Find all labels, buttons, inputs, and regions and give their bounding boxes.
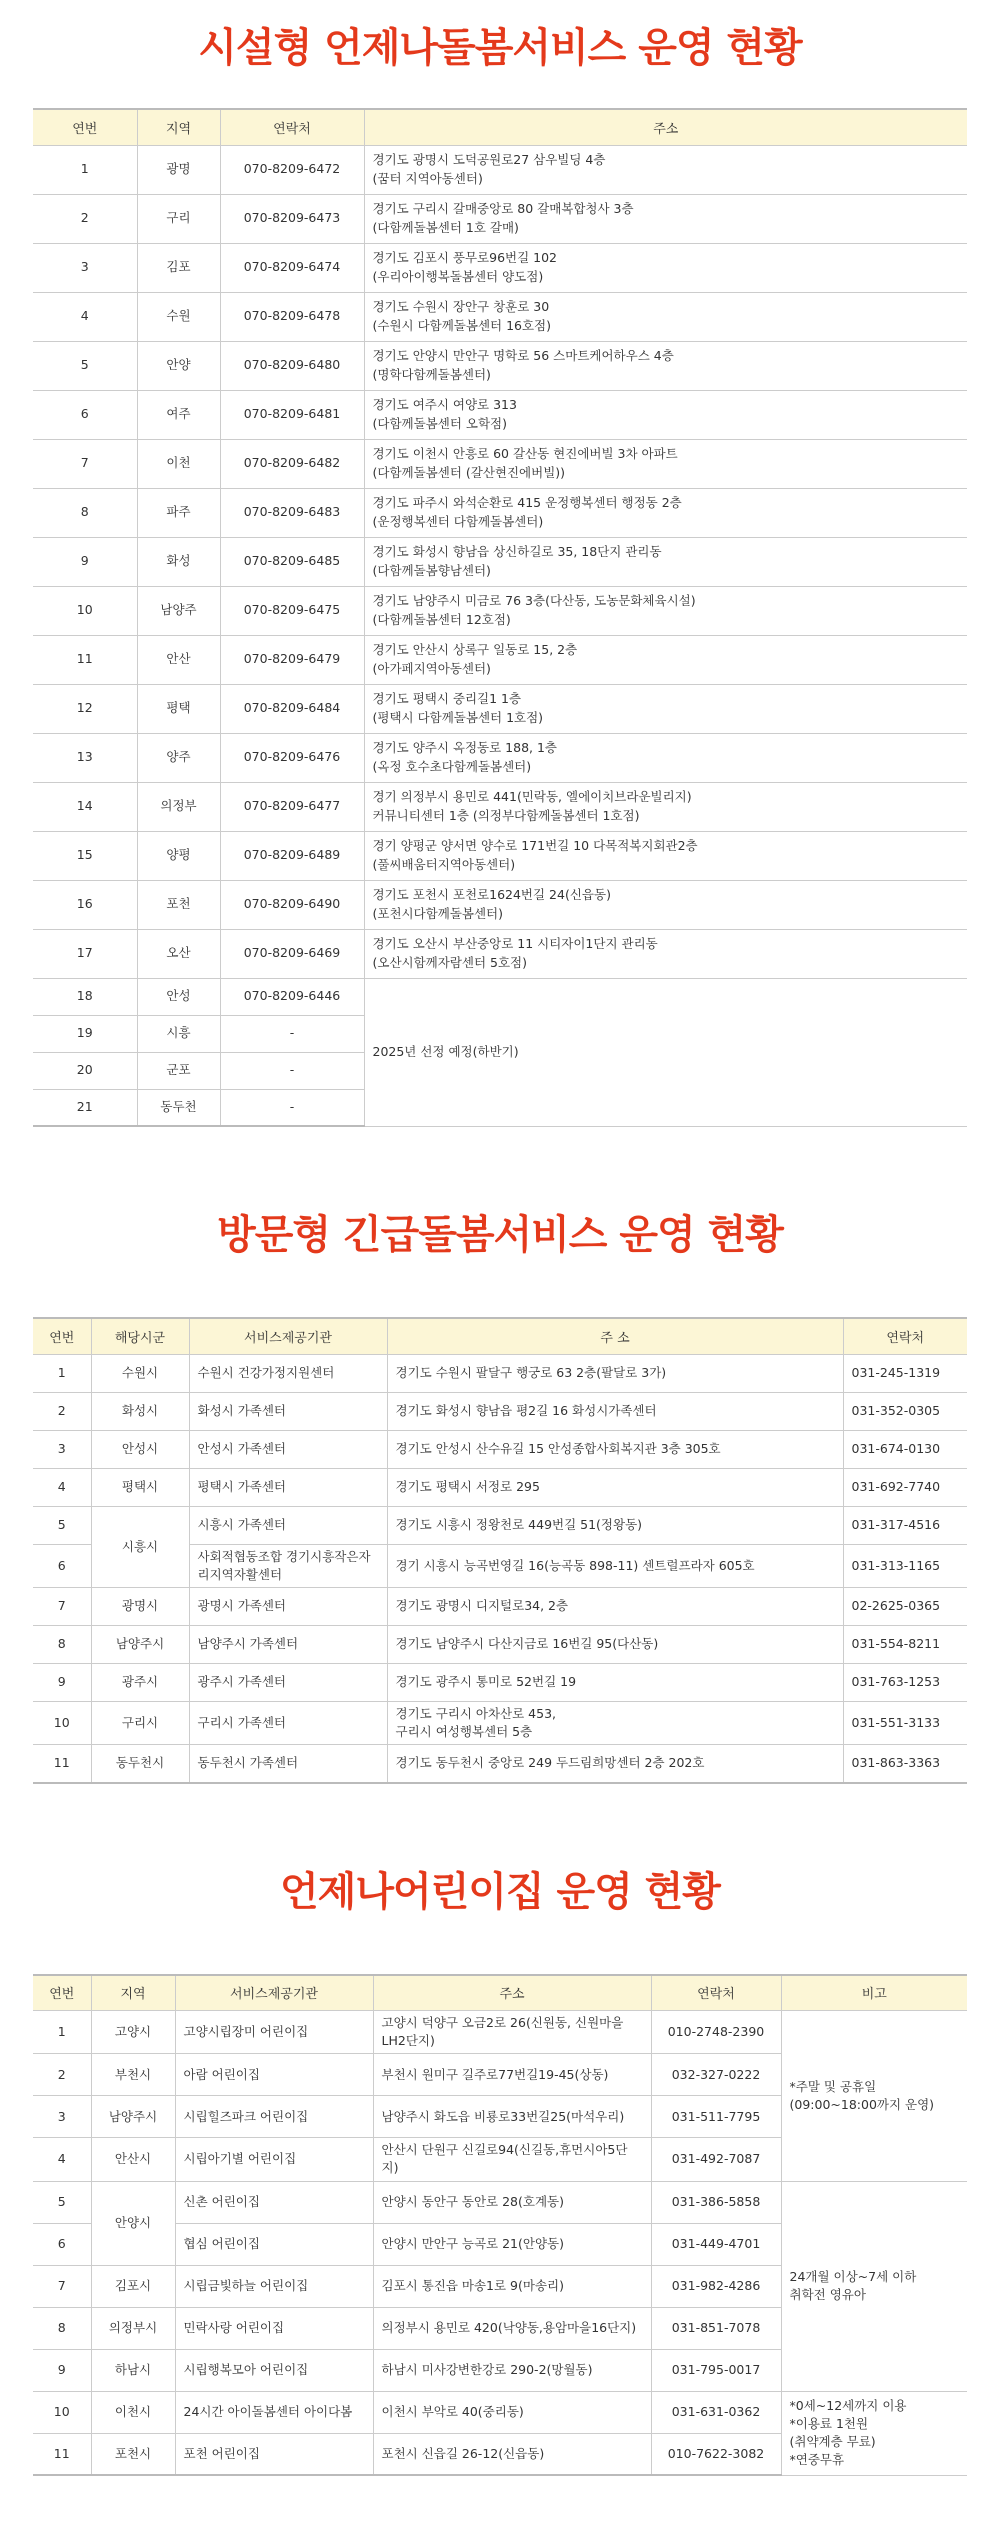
region-cell: 안양 [137,341,220,390]
row-number: 6 [33,2223,91,2265]
header-address: 주 소 [387,1318,843,1354]
header-no: 연번 [33,1318,91,1354]
address-cell [364,488,967,537]
phone-cell: 031-317-4516 [843,1506,967,1544]
address-cell: 경기도 평택시 서정로 295 [387,1468,843,1506]
section2-title: 방문형 긴급돌봄서비스 운영 현황 [217,1212,783,1258]
header-no: 연번 [33,109,137,145]
org-cell: 사회적협동조합 경기시흥작은자리지역자활센터 [189,1544,387,1587]
table-row [33,831,967,880]
table-header-row [33,1975,967,2011]
table-row [33,1587,967,1625]
region-cell: 평택 [137,684,220,733]
address-cell [364,439,967,488]
facility-table [33,108,967,1127]
address-cell [364,145,967,194]
row-number: 2 [33,2054,91,2096]
row-number: 5 [33,2181,91,2223]
phone-cell: 031-352-0305 [843,1392,967,1430]
address-cell [364,586,967,635]
phone-cell: 032-327-0222 [651,2054,781,2096]
row-number: 18 [33,978,137,1015]
table-row [33,439,967,488]
address-sub-line: (다함께돌봄센터 1호 갈매) [372,219,519,235]
table-row [33,292,967,341]
header-region: 지역 [91,1975,175,2011]
table-row [33,978,967,1015]
row-number: 6 [33,390,137,439]
address-cell [364,194,967,243]
phone-cell: 031-982-4286 [651,2265,781,2307]
row-number: 19 [33,1015,137,1052]
address-cell: 경기도 동두천시 중앙로 249 두드림희망센터 2층 202호 [387,1745,843,1783]
address-line: 경기도 양주시 옥정동로 188, 1층 [372,740,558,756]
phone-cell: 031-245-1319 [843,1354,967,1392]
header-phone: 연락처 [220,109,364,145]
address-line: 경기도 이천시 안흥로 60 갈산동 현진에버빌 3차 아파트 [372,446,678,462]
daycare-table [33,1974,967,2477]
row-number: 16 [33,880,137,929]
region-cell: 남양주 [137,586,220,635]
org-cell: 광명시 가족센터 [189,1587,387,1625]
address-sub-line: (오산시함께자람센터 5호점) [372,954,528,970]
row-number: 3 [33,2096,91,2138]
address-sub-line: (다함께돌봄향남센터) [372,562,491,578]
region-cell: 군포 [137,1052,220,1089]
table-row [33,2391,967,2433]
region-cell: 화성 [137,537,220,586]
address-cell: 안양시 만안구 능곡로 21(안양동) [373,2223,651,2265]
table-row [33,2181,967,2223]
phone-cell: 031-692-7740 [843,1468,967,1506]
table-row [33,1430,967,1468]
address-line: 경기도 광명시 도덕공원로27 삼우빌딩 4층 [372,152,606,168]
address-cell: 남양주시 화도읍 비룡로33번길25(마석우리) [373,2096,651,2138]
address-line: 경기도 오산시 부산중앙로 11 시티자이1단지 관리동 [372,936,658,952]
phone-cell: - [220,1052,364,1089]
address-cell [364,243,967,292]
address-cell [364,684,967,733]
phone-cell: 031-511-7795 [651,2096,781,2138]
address-line: 경기도 구리시 갈매중앙로 80 갈매복합청사 3층 [372,201,634,217]
phone-cell: 070-8209-6469 [220,929,364,978]
section-daycare [33,1784,967,2477]
phone-cell: 02-2625-0365 [843,1587,967,1625]
address-cell: 경기 시흥시 능곡번영길 16(능곡동 898-11) 센트럴프라자 605호 [387,1544,843,1587]
address-line: 경기도 화성시 향남읍 상신하길로 35, 18단지 관리동 [372,544,662,560]
table-row [33,2011,967,2054]
header-address: 주소 [364,109,967,145]
row-number: 4 [33,1468,91,1506]
region-cell: 구리 [137,194,220,243]
phone-cell: 031-851-7078 [651,2307,781,2349]
org-cell: 고양시립장미 어린이집 [175,2011,373,2054]
org-cell: 동두천시 가족센터 [189,1745,387,1783]
phone-cell: 031-674-0130 [843,1430,967,1468]
region-cell: 하남시 [91,2349,175,2391]
address-cell: 경기도 광주시 통미로 52번길 19 [387,1663,843,1701]
address-line: 경기도 포천시 포천로1624번길 24(신읍동) [372,887,611,903]
row-number: 8 [33,1625,91,1663]
row-number: 4 [33,292,137,341]
org-cell: 구리시 가족센터 [189,1701,387,1744]
row-number: 2 [33,1392,91,1430]
table-row [33,145,967,194]
row-number: 8 [33,2307,91,2349]
org-cell: 남양주시 가족센터 [189,1625,387,1663]
address-sub-line: (명학다함께돌봄센터) [372,366,491,382]
region-cell: 양주 [137,733,220,782]
city-cell: 화성시 [91,1392,189,1430]
address-cell: 경기도 구리시 아차산로 453, 구리시 여성행복센터 5층 [387,1701,843,1744]
city-cell: 광명시 [91,1587,189,1625]
row-number: 20 [33,1052,137,1089]
city-cell: 평택시 [91,1468,189,1506]
row-number: 9 [33,2349,91,2391]
org-cell: 포천 어린이집 [175,2433,373,2475]
row-number: 8 [33,488,137,537]
address-cell: 경기도 시흥시 정왕천로 449번길 51(정왕동) [387,1506,843,1544]
city-cell: 시흥시 [91,1506,189,1587]
section-facility [33,0,967,1127]
address-sub-line: (포천시다함께돌봄센터) [372,905,504,921]
city-cell: 안성시 [91,1430,189,1468]
address-sub-line: (우리아이행복돌봄센터 양도점) [372,268,544,284]
table-row [33,341,967,390]
phone-cell: 070-8209-6489 [220,831,364,880]
phone-cell: 070-8209-6477 [220,782,364,831]
row-number: 10 [33,586,137,635]
phone-cell: 070-8209-6480 [220,341,364,390]
region-cell: 시흥 [137,1015,220,1052]
table-row [33,537,967,586]
region-cell: 안산시 [91,2138,175,2181]
region-cell: 이천시 [91,2391,175,2433]
org-cell: 시립행복모아 어린이집 [175,2349,373,2391]
row-number: 3 [33,1430,91,1468]
address-cell: 경기도 광명시 디지털로34, 2층 [387,1587,843,1625]
row-number: 9 [33,1663,91,1701]
phone-cell: 031-763-1253 [843,1663,967,1701]
table-row [33,1625,967,1663]
phone-cell: 070-8209-6483 [220,488,364,537]
row-number: 5 [33,1506,91,1544]
phone-cell: 031-631-0362 [651,2391,781,2433]
org-cell: 시립금빛하늘 어린이집 [175,2265,373,2307]
table-row [33,635,967,684]
header-org: 서비스제공기관 [189,1318,387,1354]
region-cell: 김포 [137,243,220,292]
org-cell: 시흥시 가족센터 [189,1506,387,1544]
row-number: 11 [33,1745,91,1783]
address-sub-line: 커뮤니티센터 1층 (의정부다함께돌봄센터 1호점) [372,807,640,823]
row-number: 1 [33,2011,91,2054]
phone-cell: 070-8209-6481 [220,390,364,439]
note-cell: *주말 및 공휴일 (09:00~18:00까지 운영) [781,2011,967,2182]
region-cell: 동두천 [137,1089,220,1126]
phone-cell: 031-554-8211 [843,1625,967,1663]
address-sub-line: (수원시 다함께돌봄센터 16호점) [372,317,552,333]
address-cell [364,831,967,880]
phone-cell: 070-8209-6476 [220,733,364,782]
row-number: 17 [33,929,137,978]
address-sub-line: (다함께돌봄센터 오학점) [372,415,507,431]
phone-cell: 070-8209-6446 [220,978,364,1015]
table-row [33,243,967,292]
region-cell: 수원 [137,292,220,341]
address-line: 경기도 수원시 장안구 창훈로 30 [372,299,550,315]
row-number: 7 [33,2265,91,2307]
city-cell: 남양주시 [91,1625,189,1663]
phone-cell: - [220,1089,364,1126]
address-line: 경기 양평군 양서면 양수로 171번길 10 다목적복지회관2층 [372,838,698,854]
row-number: 12 [33,684,137,733]
phone-cell: 031-492-7087 [651,2138,781,2181]
phone-cell: 070-8209-6474 [220,243,364,292]
region-cell: 이천 [137,439,220,488]
phone-cell: 031-313-1165 [843,1544,967,1587]
city-cell: 동두천시 [91,1745,189,1783]
region-cell: 부천시 [91,2054,175,2096]
address-sub-line: (다함께돌봄센터 12호점) [372,611,511,627]
address-cell: 의정부시 용민로 420(낙양동,용암마을16단지) [373,2307,651,2349]
address-cell: 경기도 수원시 팔달구 행궁로 63 2층(팔달로 3가) [387,1354,843,1392]
address-cell: 안산시 단원구 신길로94(신길동,휴먼시아5단지) [373,2138,651,2181]
address-cell: 경기도 화성시 향남읍 평2길 16 화성시가족센터 [387,1392,843,1430]
address-cell: 부천시 원미구 길주로77번길19-45(상동) [373,2054,651,2096]
row-number: 9 [33,537,137,586]
row-number: 5 [33,341,137,390]
address-cell [364,733,967,782]
phone-cell: 070-8209-6479 [220,635,364,684]
section-visit [33,1127,967,1784]
pending-note: 2025년 선정 예정(하반기) [364,978,967,1126]
address-cell [364,390,967,439]
address-cell [364,341,967,390]
org-cell: 시립힐즈파크 어린이집 [175,2096,373,2138]
address-sub-line: (운정행복센터 다함께돌봄센터) [372,513,544,529]
org-cell: 24시간 아이돌봄센터 아이다봄 [175,2391,373,2433]
org-cell: 시립아기별 어린이집 [175,2138,373,2181]
address-cell: 경기도 남양주시 다산지금로 16번길 95(다산동) [387,1625,843,1663]
address-cell [364,292,967,341]
region-cell: 고양시 [91,2011,175,2054]
header-region: 지역 [137,109,220,145]
address-cell [364,635,967,684]
address-line: 경기도 남양주시 미금로 76 3층(다산동, 도농문화체육시설) [372,593,696,609]
table-row [33,1663,967,1701]
table-row [33,929,967,978]
region-cell: 안양시 [91,2181,175,2265]
address-line: 경기도 안양시 만안구 명학로 56 스마트케어하우스 4층 [372,348,674,364]
row-number: 10 [33,1701,91,1744]
address-sub-line: (다함께돌봄센터 (갈산현진에버빌)) [372,464,566,480]
phone-cell: 010-2748-2390 [651,2011,781,2054]
row-number: 21 [33,1089,137,1126]
table-row [33,1701,967,1744]
header-phone: 연락처 [651,1975,781,2011]
row-number: 4 [33,2138,91,2181]
visit-table [33,1317,967,1784]
region-cell: 안산 [137,635,220,684]
address-cell: 김포시 통진읍 마송1로 9(마송리) [373,2265,651,2307]
region-cell: 남양주시 [91,2096,175,2138]
section3-title: 언제나어린이집 운영 현황 [280,1868,720,1915]
table-row [33,390,967,439]
row-number: 11 [33,635,137,684]
header-address: 주소 [373,1975,651,2011]
address-line: 경기도 파주시 와석순환로 415 운정행복센터 행정동 2층 [372,495,682,511]
phone-cell: 070-8209-6490 [220,880,364,929]
phone-cell: 070-8209-6478 [220,292,364,341]
note-cell: 24개월 이상~7세 이하 취학전 영유아 [781,2181,967,2391]
region-cell: 오산 [137,929,220,978]
region-cell: 광명 [137,145,220,194]
header-city: 해당시군 [91,1318,189,1354]
region-cell: 양평 [137,831,220,880]
region-cell: 의정부 [137,782,220,831]
address-sub-line: (평택시 다함께돌봄센터 1호점) [372,709,544,725]
address-sub-line: (풀씨배움터지역아동센터) [372,856,516,872]
org-cell: 수원시 건강가정지원센터 [189,1354,387,1392]
table-row [33,1506,967,1544]
phone-cell: 070-8209-6485 [220,537,364,586]
row-number: 6 [33,1544,91,1587]
address-cell [364,537,967,586]
header-note: 비고 [781,1975,967,2011]
row-number: 13 [33,733,137,782]
row-number: 7 [33,439,137,488]
header-org: 서비스제공기관 [175,1975,373,2011]
address-sub-line: (아가페지역아동센터) [372,660,491,676]
region-cell: 포천 [137,880,220,929]
table-row [33,1468,967,1506]
header-no: 연번 [33,1975,91,2011]
org-cell: 안성시 가족센터 [189,1430,387,1468]
address-cell [364,880,967,929]
address-cell: 포천시 신읍길 26-12(신읍동) [373,2433,651,2475]
address-cell [364,782,967,831]
table-row [33,880,967,929]
row-number: 11 [33,2433,91,2475]
city-cell: 수원시 [91,1354,189,1392]
note-cell: *0세~12세까지 이용 *이용료 1천원 (취약계층 무료) *연중무휴 [781,2391,967,2475]
address-line: 경기 의정부시 용민로 441(민락동, 엘에이치브라운빌리지) [372,789,692,805]
address-cell: 경기도 안성시 산수유길 15 안성종합사회복지관 3층 305호 [387,1430,843,1468]
region-cell: 의정부시 [91,2307,175,2349]
address-cell: 하남시 미사강변한강로 290-2(망월동) [373,2349,651,2391]
org-cell: 화성시 가족센터 [189,1392,387,1430]
table-row [33,684,967,733]
org-cell: 민락사랑 어린이집 [175,2307,373,2349]
address-line: 경기도 여주시 여양로 313 [372,397,517,413]
org-cell: 신촌 어린이집 [175,2181,373,2223]
region-cell: 김포시 [91,2265,175,2307]
phone-cell: 070-8209-6475 [220,586,364,635]
table-row [33,488,967,537]
address-line: 경기도 안산시 상록구 일동로 15, 2층 [372,642,578,658]
city-cell: 광주시 [91,1663,189,1701]
phone-cell: 031-386-5858 [651,2181,781,2223]
table-header-row [33,1318,967,1354]
address-cell: 이천시 부악로 40(중리동) [373,2391,651,2433]
city-cell: 구리시 [91,1701,189,1744]
phone-cell: 070-8209-6482 [220,439,364,488]
row-number: 7 [33,1587,91,1625]
table-header-row [33,109,967,145]
address-cell: 고양시 덕양구 오금2로 26(신원동, 신원마을LH2단지) [373,2011,651,2054]
address-sub-line: (옥정 호수초다함께돌봄센터) [372,758,532,774]
row-number: 1 [33,1354,91,1392]
row-number: 2 [33,194,137,243]
table-row [33,782,967,831]
table-row [33,1745,967,1783]
table-row [33,733,967,782]
region-cell: 파주 [137,488,220,537]
row-number: 1 [33,145,137,194]
org-cell: 협심 어린이집 [175,2223,373,2265]
phone-cell: - [220,1015,364,1052]
row-number: 15 [33,831,137,880]
table-row [33,586,967,635]
phone-cell: 031-795-0017 [651,2349,781,2391]
phone-cell: 031-551-3133 [843,1701,967,1744]
address-sub-line: (꿈터 지역아동센터) [372,170,483,186]
region-cell: 포천시 [91,2433,175,2475]
address-cell: 안양시 동안구 동안로 28(호계동) [373,2181,651,2223]
row-number: 3 [33,243,137,292]
region-cell: 여주 [137,390,220,439]
table-row [33,1354,967,1392]
region-cell: 안성 [137,978,220,1015]
section1-title: 시설형 언제나돌봄서비스 운영 현황 [198,25,802,71]
row-number: 10 [33,2391,91,2433]
address-line: 경기도 김포시 풍무로96번길 102 [372,250,558,266]
phone-cell: 070-8209-6473 [220,194,364,243]
phone-cell: 070-8209-6484 [220,684,364,733]
row-number: 14 [33,782,137,831]
address-cell [364,929,967,978]
table-row [33,1392,967,1430]
table-row [33,194,967,243]
address-line: 경기도 평택시 중리길1 1층 [372,691,522,707]
phone-cell: 031-863-3363 [843,1745,967,1783]
org-cell: 평택시 가족센터 [189,1468,387,1506]
header-phone: 연락처 [843,1318,967,1354]
phone-cell: 031-449-4701 [651,2223,781,2265]
org-cell: 아람 어린이집 [175,2054,373,2096]
org-cell: 광주시 가족센터 [189,1663,387,1701]
phone-cell: 070-8209-6472 [220,145,364,194]
phone-cell: 010-7622-3082 [651,2433,781,2475]
